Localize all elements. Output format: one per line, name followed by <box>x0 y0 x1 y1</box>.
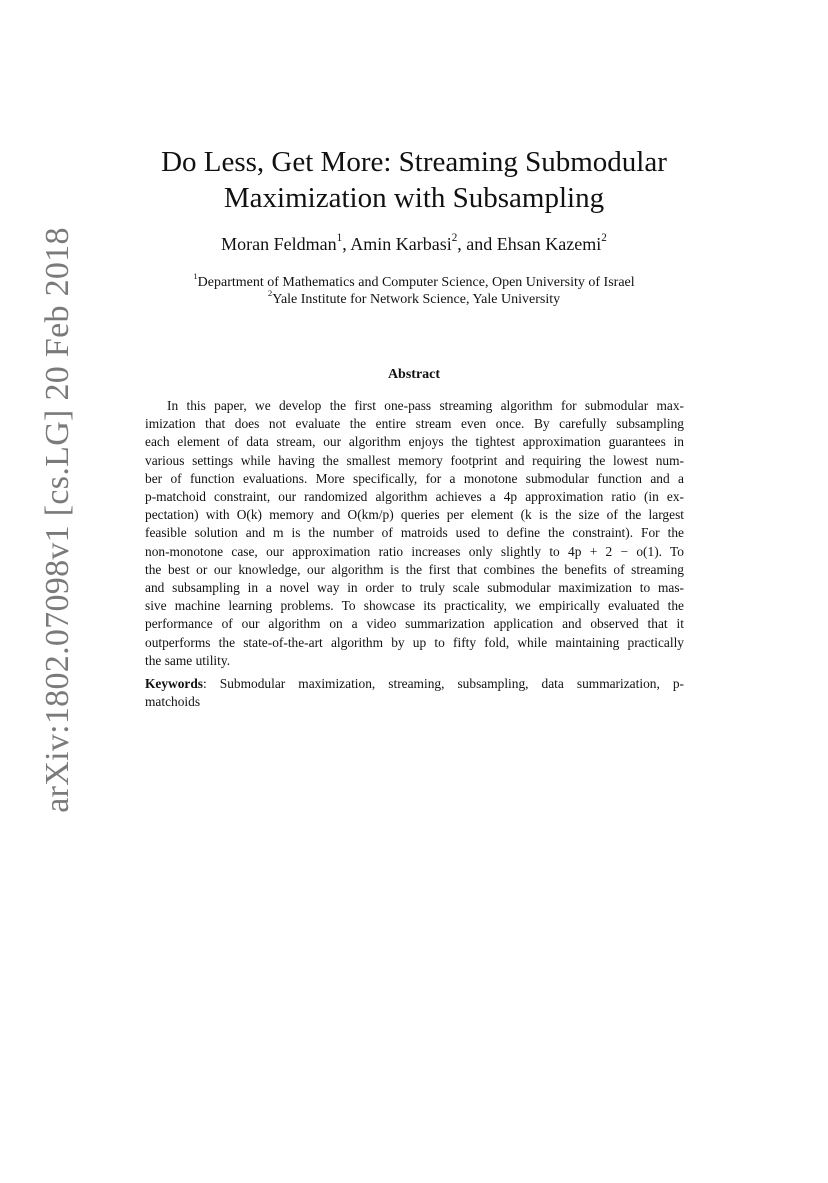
author-1-affiliation-mark: 1 <box>336 232 343 245</box>
abstract-line: p-matchoid constraint, our randomized algorithm achieves a 4p approximation ratio (in ex- <box>145 489 684 505</box>
abstract-line: each element of data stream, our algorithm enjoys the tightest approximation guarantees in <box>145 434 684 450</box>
keywords-text-2: matchoids <box>145 694 201 710</box>
abstract-line: ber of function evaluations. More specifically, for a monotone submodular function and a <box>145 470 684 486</box>
abstract-line: non-monotone case, our approximation ratio increases only slightly to 4p + 2 − o(1). To <box>145 543 684 559</box>
abstract-line: In this paper, we develop the first one-pass streaming algorithm for submodular max- <box>167 398 684 413</box>
affiliation-2-mark: 2 <box>267 288 273 299</box>
affiliation-2-text: Yale Institute for Network Science, Yale University <box>272 292 561 307</box>
abstract-heading: Abstract <box>387 367 441 382</box>
keywords-section <box>145 675 684 711</box>
author-list: Moran Feldman$^1$, Amin Karbasi$^2$, and Ehsan Kazemi$^2$ <box>221 232 607 254</box>
title-line-1: Do Less, Get More: Streaming Submodular <box>161 146 667 178</box>
title-line-2: Maximization with Subsampling <box>223 182 605 214</box>
abstract-line: performance of our algorithm on a video summarization application and observed that it <box>145 616 684 632</box>
abstract-line: pectation) with O(k) memory and O(km/p) queries per element (k is the size of the largest <box>145 507 684 523</box>
abstract-line: sive machine learning problems. To showcase its practicality, we empirically evaluated the <box>145 598 684 614</box>
author-3-affiliation-mark: 2 <box>601 232 607 245</box>
keywords-label: Keywords <box>145 676 204 691</box>
abstract-body <box>145 397 684 670</box>
abstract-line: the same utility. <box>145 652 231 668</box>
affiliation-1-mark: 1 <box>193 271 198 282</box>
author-1: Moran Feldman <box>221 234 337 254</box>
affiliation-1 <box>140 271 688 291</box>
author-2-affiliation-mark: 2 <box>451 232 458 245</box>
affiliation-2 <box>140 288 688 308</box>
keywords-line-1 <box>145 675 684 693</box>
abstract-line: the best or our knowledge, our algorithm is the first that combines the benefits of streaming <box>145 561 684 577</box>
keywords-text-1: : Submodular maximization, streaming, subsampling, data summarization, p- <box>203 676 684 691</box>
paper-title <box>140 144 688 216</box>
abstract-line: outperforms the state-of-the-art algorithm by up to fifty fold, while maintaining practically <box>145 634 684 650</box>
author-3: and Ehsan Kazemi <box>466 234 602 254</box>
author-2: Amin Karbasi <box>350 234 452 254</box>
abstract-line: various settings while having the smallest memory footprint and requiring the lowest num- <box>145 452 684 468</box>
abstract-line: feasible solution and m is the number of matroids used to define the constraint). For the <box>145 525 684 541</box>
affiliation-1-text: Department of Mathematics and Computer Science, Open University of Israel <box>197 275 635 290</box>
abstract-line: imization that does not evaluate the entire stream even once. By carefully subsampling <box>145 416 684 432</box>
abstract-line: and subsampling in a novel way in order to truly scale submodular maximization to mas- <box>145 580 684 596</box>
arxiv-identifier: arXiv:1802.07098v1 [cs.LG] 20 Feb 2018 <box>39 227 76 813</box>
